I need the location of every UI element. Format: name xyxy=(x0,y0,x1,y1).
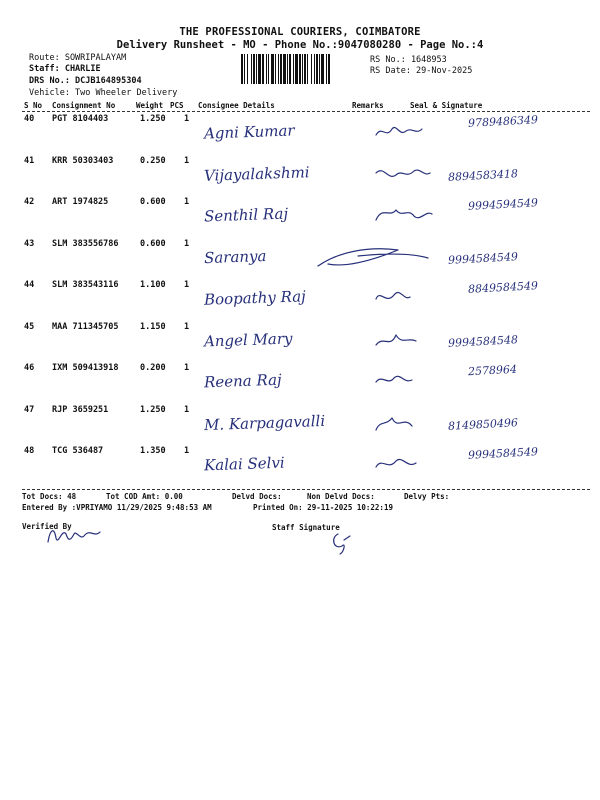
row-serial-number: 44 xyxy=(24,280,35,290)
barcode-image xyxy=(241,54,367,84)
row-consignment-number: RJP 3659251 xyxy=(52,405,109,415)
row-weight: 1.150 xyxy=(140,322,166,332)
col-sno: S No xyxy=(24,101,43,110)
row-serial-number: 42 xyxy=(24,197,35,207)
consignee-handwritten-name: Angel Mary xyxy=(203,329,293,351)
row-weight: 0.250 xyxy=(140,156,166,166)
row-weight: 0.600 xyxy=(140,197,166,207)
table-row xyxy=(0,238,600,280)
col-consignment: Consignment No xyxy=(52,101,116,110)
seal-handwritten-phone: 2578964 xyxy=(467,362,518,379)
table-row xyxy=(0,321,600,363)
row-consignment-number: ART 1974825 xyxy=(52,197,109,207)
consignee-handwritten-name: Saranya xyxy=(203,246,267,268)
staff-signature xyxy=(328,528,358,558)
row-weight: 0.600 xyxy=(140,239,166,249)
non-delivered-docs: Non Delvd Docs: xyxy=(307,492,375,501)
seal-handwritten-phone: 8149850496 xyxy=(447,416,519,433)
row-weight: 1.350 xyxy=(140,446,166,456)
verifier-signature xyxy=(40,520,110,550)
row-consignment-number: KRR 50303403 xyxy=(52,156,114,166)
row-pieces: 1 xyxy=(184,446,190,456)
row-pieces: 1 xyxy=(184,156,190,166)
col-consignee: Consignee Details xyxy=(198,101,275,110)
row-consignment-number: TCG 536487 xyxy=(52,446,104,456)
seal-handwritten-phone: 9994584549 xyxy=(447,250,519,267)
row-pieces: 1 xyxy=(184,280,190,290)
table-row xyxy=(0,404,600,446)
staff-label: Staff: CHARLIE xyxy=(29,64,101,74)
seal-handwritten-phone: 9994594549 xyxy=(467,196,539,213)
delivery-points: Delvy Pts: xyxy=(404,492,450,501)
row-consignment-number: IXM 509413918 xyxy=(52,363,119,373)
header-divider xyxy=(22,111,590,112)
row-consignment-number: MAA 711345705 xyxy=(52,322,119,332)
rs-date: RS Date: 29-Nov-2025 xyxy=(370,66,473,76)
verified-by-label: Verified By xyxy=(22,522,72,531)
row-weight: 0.200 xyxy=(140,363,166,373)
table-row xyxy=(0,445,600,487)
col-pcs: PCS xyxy=(170,101,184,110)
row-pieces: 1 xyxy=(184,322,190,332)
row-serial-number: 47 xyxy=(24,405,35,415)
route-label: Route: SOWRIPALAYAM xyxy=(29,53,127,63)
row-serial-number: 40 xyxy=(24,114,35,124)
seal-handwritten-phone: 9994584549 xyxy=(467,445,539,462)
row-pieces: 1 xyxy=(184,197,190,207)
row-consignment-number: PGT 8104403 xyxy=(52,114,109,124)
consignee-handwritten-name: M. Karpagavalli xyxy=(203,411,326,435)
row-serial-number: 43 xyxy=(24,239,35,249)
col-remarks: Remarks xyxy=(352,101,384,110)
total-docs: Tot Docs: 48 xyxy=(22,492,77,501)
row-pieces: 1 xyxy=(184,239,190,249)
vehicle-label: Vehicle: Two Wheeler Delivery xyxy=(29,88,178,98)
seal-handwritten-phone: 8849584549 xyxy=(467,279,539,296)
row-serial-number: 41 xyxy=(24,156,35,166)
printed-on: Printed On: 29-11-2025 10:22:19 xyxy=(253,503,393,512)
col-weight: Weight xyxy=(136,101,164,110)
row-consignment-number: SLM 383543116 xyxy=(52,280,119,290)
row-pieces: 1 xyxy=(184,363,190,373)
drs-number: DRS No.: DCJB164895304 xyxy=(29,76,142,86)
company-title: THE PROFESSIONAL COURIERS, COIMBATORE xyxy=(179,26,421,38)
consignee-handwritten-name: Boopathy Raj xyxy=(203,287,307,309)
entered-by: Entered By :VPRIYAMO 11/29/2025 9:48:53 AM xyxy=(22,503,212,512)
consignee-handwritten-name: Agni Kumar xyxy=(203,121,295,143)
footer-divider xyxy=(22,489,590,490)
table-row xyxy=(0,155,600,197)
row-serial-number: 46 xyxy=(24,363,35,373)
col-seal: Seal & Signature xyxy=(410,101,483,110)
row-consignment-number: SLM 383556786 xyxy=(52,239,119,249)
row-pieces: 1 xyxy=(184,114,190,124)
seal-handwritten-phone: 9994584548 xyxy=(447,333,519,350)
consignee-handwritten-name: Senthil Raj xyxy=(203,204,289,226)
row-serial-number: 45 xyxy=(24,322,35,332)
row-pieces: 1 xyxy=(184,405,190,415)
total-cod-amount: Tot COD Amt: 0.00 xyxy=(106,492,183,501)
consignee-handwritten-name: Kalai Selvi xyxy=(203,453,285,475)
table-row xyxy=(0,113,600,155)
seal-signature-scribble xyxy=(318,242,438,276)
consignee-handwritten-name: Vijayalakshmi xyxy=(203,163,310,185)
table-row xyxy=(0,279,600,321)
delivered-docs: Delvd Docs: xyxy=(232,492,282,501)
consignee-handwritten-name: Reena Raj xyxy=(203,370,282,392)
seal-handwritten-phone: 8894583418 xyxy=(447,167,519,184)
staff-signature-label: Staff Signature xyxy=(272,523,340,532)
row-serial-number: 48 xyxy=(24,446,35,456)
table-row xyxy=(0,362,600,404)
runsheet-subtitle: Delivery Runsheet - MO - Phone No.:9047080280 - Page No.:4 xyxy=(116,39,484,51)
row-weight: 1.250 xyxy=(140,405,166,415)
seal-handwritten-phone: 9789486349 xyxy=(467,113,539,130)
row-weight: 1.250 xyxy=(140,114,166,124)
rs-number: RS No.: 1648953 xyxy=(370,55,447,65)
table-row xyxy=(0,196,600,238)
row-weight: 1.100 xyxy=(140,280,166,290)
